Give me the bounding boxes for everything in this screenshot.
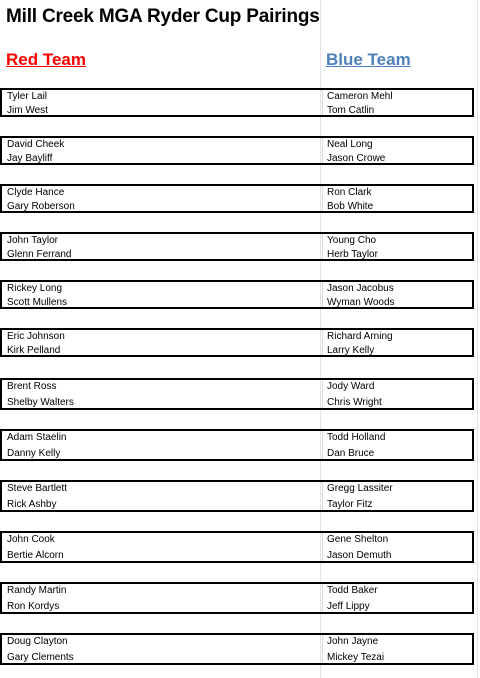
pairing-row — [0, 136, 474, 165]
column-divider — [322, 234, 323, 259]
red-player-2: Shelby Walters — [7, 397, 74, 408]
column-divider — [322, 138, 323, 163]
red-player-1: Rickey Long — [7, 283, 63, 294]
blue-player-2: Chris Wright — [327, 397, 382, 408]
page-title: Mill Creek MGA Ryder Cup Pairings — [6, 6, 320, 27]
blue-player-1: Cameron Mehl — [327, 91, 393, 102]
red-player-2: Jay Bayliff — [7, 153, 53, 164]
blue-player-1: Young Cho — [327, 235, 377, 246]
column-divider — [322, 431, 323, 459]
blue-player-1: Jody Ward — [327, 381, 375, 392]
blue-player-2: Bob White — [327, 201, 374, 212]
red-player-2: Rick Ashby — [7, 499, 57, 510]
column-divider — [322, 482, 323, 510]
pairing-row — [0, 184, 474, 213]
pairing-row — [0, 280, 474, 309]
blue-player-2: Wyman Woods — [327, 297, 395, 308]
red-player-2: Gary Clements — [7, 652, 74, 663]
blue-player-2: Dan Bruce — [327, 448, 375, 459]
column-divider — [322, 282, 323, 307]
red-player-2: Kirk Pelland — [7, 345, 61, 356]
column-divider — [322, 186, 323, 211]
red-player-1: Clyde Hance — [7, 187, 65, 198]
blue-player-1: Gene Shelton — [327, 534, 389, 545]
red-player-1: Tyler Lail — [7, 91, 48, 102]
red-player-2: Bertie Alcorn — [7, 550, 64, 561]
blue-player-2: Jason Crowe — [327, 153, 386, 164]
pairing-row — [0, 531, 474, 563]
blue-player-2: Mickey Tezai — [327, 652, 385, 663]
pairing-row — [0, 633, 474, 665]
blue-player-1: Todd Holland — [327, 432, 386, 443]
red-player-1: John Cook — [7, 534, 55, 545]
red-player-2: Gary Roberson — [7, 201, 75, 212]
column-divider — [322, 635, 323, 663]
column-divider — [322, 533, 323, 561]
column-divider — [322, 90, 323, 115]
column-divider — [322, 584, 323, 612]
pairing-row — [0, 232, 474, 261]
blue-player-1: John Jayne — [327, 636, 379, 647]
red-player-1: Brent Ross — [7, 381, 57, 392]
red-player-1: John Taylor — [7, 235, 58, 246]
blue-player-1: Gregg Lassiter — [327, 483, 393, 494]
pairing-row — [0, 88, 474, 117]
pairing-row — [0, 429, 474, 461]
blue-player-2: Herb Taylor — [327, 249, 378, 260]
blue-player-2: Jason Demuth — [327, 550, 392, 561]
red-player-2: Jim West — [7, 105, 48, 116]
blue-player-2: Tom Catlin — [327, 105, 375, 116]
red-player-1: Steve Bartlett — [7, 483, 68, 494]
blue-player-1: Todd Baker — [327, 585, 378, 596]
red-player-1: Adam Staelin — [7, 432, 67, 443]
blue-player-1: Jason Jacobus — [327, 283, 394, 294]
column-divider — [322, 380, 323, 408]
blue-player-2: Jeff Lippy — [327, 601, 370, 612]
red-player-2: Ron Kordys — [7, 601, 60, 612]
blue-player-1: Richard Arning — [327, 331, 393, 342]
pairing-row — [0, 328, 474, 357]
red-player-1: Doug Clayton — [7, 636, 68, 647]
pairing-row — [0, 378, 474, 410]
column-divider — [322, 330, 323, 355]
pairing-row — [0, 480, 474, 512]
red-player-2: Danny Kelly — [7, 448, 61, 459]
red-player-2: Glenn Ferrand — [7, 249, 72, 260]
pairing-row — [0, 582, 474, 614]
blue-player-1: Neal Long — [327, 139, 373, 150]
red-player-2: Scott Mullens — [7, 297, 68, 308]
red-team-header: Red Team — [6, 50, 86, 69]
blue-player-2: Larry Kelly — [327, 345, 375, 356]
blue-player-1: Ron Clark — [327, 187, 372, 198]
blue-player-2: Taylor Fitz — [327, 499, 373, 510]
blue-team-header: Blue Team — [326, 50, 411, 69]
red-player-1: Eric Johnson — [7, 331, 65, 342]
red-player-1: David Cheek — [7, 139, 65, 150]
red-player-1: Randy Martin — [7, 585, 67, 596]
